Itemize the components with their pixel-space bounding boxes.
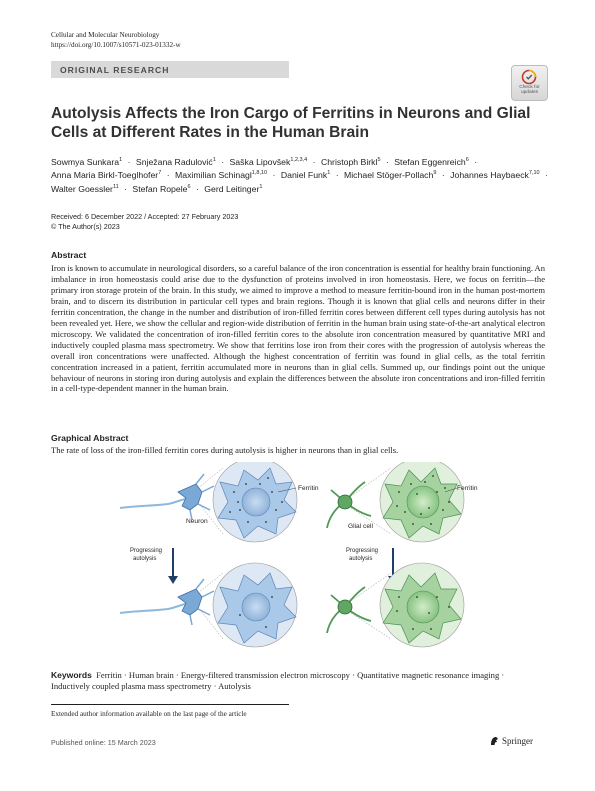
check-updates-line2: updates [520, 90, 539, 96]
label-ferritin-right: Ferritin [457, 485, 478, 492]
author-separator: · [221, 157, 225, 167]
springer-horse-icon [488, 735, 500, 747]
keywords-label: Keywords [51, 670, 92, 680]
author-affiliation: 6 [187, 183, 191, 190]
label-progress-right-2: autolysis [349, 556, 373, 562]
author-separator: · [441, 170, 445, 181]
glial-cell-bottom [327, 563, 464, 647]
abstract-body: Iron is known to accumulate in neurological disorders, so a careful balance of the iron concentration is essential for healthy brain functioning. An imbalance in iron homeostasis could arise due to the dysfunction of proteins involved in iron homeostasis. Here, we focus on ferritin—the primary iron storage protein of the brain. In this study, we aimed to improve a method to measure ferritin-bound iron in the human post-mortem brain, and to discern its distribution in particular cell types and brain regions. Though it is known that glial cells and neurons differ in their ferritin concentration, the change in the number and distribution of iron-filled ferritin cores between different cell types during autolysis has not been revealed yet. Here, we show the cellular and region-wide distribution of ferritin in the human brain using state-of-the-art analytical electron microscopy. We validated the concentration of iron-filled ferritin cores to the absolute iron concentration measured by quantitative MRI and inductively coupled plasma mass spectrometry. We show that ferritins lose iron from their cores with the progression of autolysis whereas the overall iron concentrations were unaffected. Although the highest concentration of ferritin was found in glial cells, as the total ferritin concentration increased in a patient, ferritin accumulated more in neurons than in glial cells. Summed up, our findings point out the unique behaviour of neurons in storing iron during autolysis and explain the differences between the absolute iron concentrations and iron-filled ferritin in a cell-type-dependent manner in the human brain. [51, 263, 545, 394]
author-name[interactable] [344, 170, 436, 180]
author-separator: · [272, 170, 276, 181]
graphical-abstract-heading: Graphical Abstract [51, 433, 129, 443]
doi-link[interactable]: https://doi.org/10.1007/s10571-023-01332-w [51, 41, 181, 49]
published-date: Published online: 15 March 2023 [51, 738, 156, 747]
author-affiliation: 6 [465, 157, 469, 164]
author-separator: · [127, 157, 131, 167]
check-for-updates-badge[interactable] [511, 65, 548, 101]
author-name-text: Anna Maria Birkl-Toeglhofer [51, 170, 159, 181]
author-name[interactable] [321, 157, 381, 167]
author-name[interactable] [204, 184, 262, 194]
author-name[interactable] [281, 170, 330, 180]
author-name-text: Michael Stöger-Pollach [344, 170, 434, 181]
author-name[interactable] [175, 170, 267, 180]
author-name-text: Stefan Eggenreich [394, 157, 466, 167]
author-name[interactable] [394, 157, 469, 167]
label-glial-cell: Glial cell [348, 523, 373, 530]
author-affiliation: 1 [259, 183, 263, 190]
article-title: Autolysis Affects the Iron Cargo of Ferritins in Neurons and Glial Cells at Different Rates in the Human Brain [51, 105, 531, 141]
author-affiliation: 11 [112, 183, 119, 190]
copyright-notice: © The Author(s) 2023 [51, 222, 120, 231]
label-neuron: Neuron [186, 518, 208, 525]
author-affiliation: 1 [119, 157, 123, 164]
author-name-text: Daniel Funk [280, 170, 328, 181]
received-accepted-dates: Received: 6 December 2022 / Accepted: 27 February 2023 [51, 212, 239, 221]
publisher-name: Springer [502, 736, 533, 746]
author-name-text: Snježana Radulović [135, 157, 213, 167]
neuron-top [120, 462, 297, 542]
author-name[interactable] [136, 157, 216, 167]
keywords-list: Ferritin · Human brain · Energy-filtered transmission electron microscopy · Quantitative magnetic resonance imaging · Inductively coupled plasma mass spectrometry · Autolysis [51, 670, 505, 691]
author-name[interactable] [51, 170, 161, 180]
author-affiliation: 1 [327, 170, 331, 177]
author-name-text: Maximilian Schinagl [175, 170, 252, 181]
author-separator: · [312, 157, 316, 167]
author-affiliation: 1,8,10 [251, 170, 268, 177]
author-separator: · [545, 170, 548, 181]
keywords [51, 670, 545, 692]
label-progress-left-1: Progressing [130, 548, 163, 554]
arrow-down-icon [168, 548, 178, 584]
author-affiliation: 1 [212, 157, 216, 164]
author-affiliation: 5 [377, 157, 381, 164]
author-affiliation: 7,10 [528, 170, 540, 177]
author-list [51, 156, 551, 196]
graphical-abstract-caption: The rate of loss of the iron-filled ferritin cores during autolysis is higher in neurons than in glial cells. [51, 445, 399, 455]
journal-name: Cellular and Molecular Neurobiology [51, 31, 160, 39]
author-separator: · [166, 170, 170, 181]
author-separator: · [385, 157, 389, 167]
author-separator: · [124, 183, 127, 194]
check-updates-line1: Check for [519, 85, 540, 90]
author-name-text: Walter Goessler [51, 183, 113, 194]
author-separator: · [195, 183, 199, 194]
author-name[interactable] [230, 157, 308, 167]
abstract-heading: Abstract [51, 250, 87, 260]
author-name-text: Stefan Ropele [132, 183, 188, 194]
author-affiliation: 1,2,3,4 [290, 157, 308, 164]
author-name-text: Saška Lipovšek [229, 157, 291, 167]
author-affiliation: 9 [433, 170, 437, 177]
glial-cell-top [327, 462, 464, 542]
author-name-text: Johannes Haybaeck [450, 170, 529, 181]
author-name[interactable] [450, 170, 539, 180]
article-type-banner [51, 61, 289, 78]
author-separator: · [474, 157, 478, 167]
author-separator: · [335, 170, 339, 181]
author-affiliation: 7 [158, 170, 162, 177]
refresh-icon [521, 69, 537, 85]
neuron-bottom [120, 563, 297, 647]
label-progress-left-2: autolysis [133, 556, 157, 562]
author-name[interactable] [132, 184, 190, 194]
graphical-abstract-figure [120, 462, 552, 652]
author-name-text: Gerd Leitinger [204, 183, 260, 194]
author-name[interactable] [51, 157, 122, 167]
author-name[interactable] [51, 184, 119, 194]
author-name-text: Sowmya Sunkara [51, 157, 120, 167]
footnote-divider [51, 704, 289, 705]
footnote: Extended author information available on the last page of the article [51, 710, 247, 718]
label-ferritin-left: Ferritin [298, 485, 319, 492]
article-type: ORIGINAL RESEARCH [60, 64, 170, 75]
label-progress-right-1: Progressing [346, 548, 379, 554]
author-name-text: Christoph Birkl [320, 157, 378, 167]
